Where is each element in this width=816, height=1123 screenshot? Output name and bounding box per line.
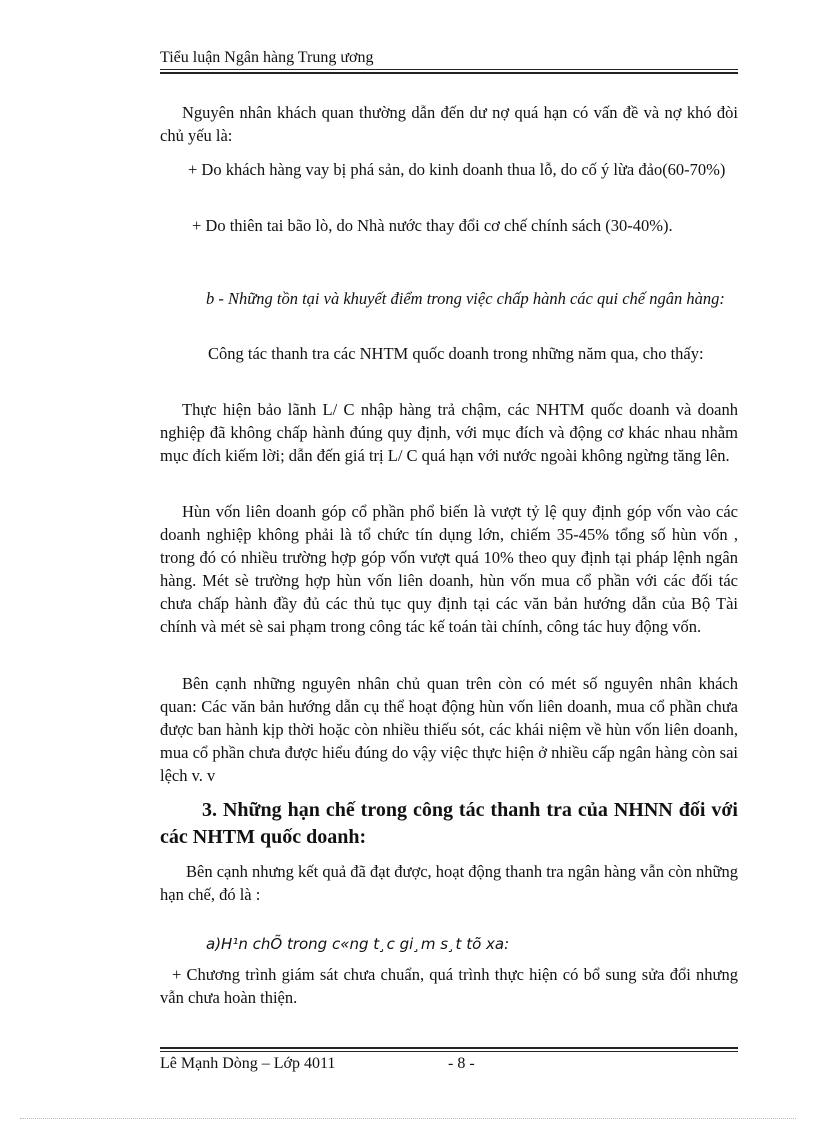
paragraph-bankruptcy: + Do khách hàng vay bị phá sản, do kinh doanh thua lỗ, do cố ý lừa đảo(60-70%) [188, 160, 726, 179]
footer-rule-top [160, 1047, 738, 1049]
footer-author: Lê Mạnh Dòng – Lớp 4011 [160, 1055, 336, 1072]
paragraph-limitations-intro: Bên cạnh nhưng kết quả đã đạt được, hoạt động thanh tra ngân hàng vẫn còn những hạn chế, đó là : [160, 862, 738, 904]
header-rule-bottom [160, 72, 738, 74]
subheading-b: b - Những tồn tại và khuyết điểm trong việc chấp hành các qui chế ngân hàng: [206, 289, 725, 308]
paragraph-other-causes: Bên cạnh những nguyên nhân chủ quan trên còn có mét số nguyên nhân khách quan: Các văn bản hướng dẫn cụ thể hoạt động hùn vốn liên doanh, mua cổ phần chưa được ban hành kịp thời hoặc còn nhiều thiếu sót, các khái niệm về hùn vốn liên doanh, mua cổ phần chưa được hiểu đúng do vậy việc thực hiện ở nhiều cấp ngân hàng còn sai lệch v. v [160, 674, 738, 785]
paragraph-natural-disaster: + Do thiên tai bão lò, do Nhà nước thay đổi cơ chế chính sách (30-40%). [192, 216, 673, 235]
page-bottom-dotted-border [20, 1118, 796, 1119]
paragraph-inspection-intro: Công tác thanh tra các NHTM quốc doanh trong những năm qua, cho thấy: [208, 344, 704, 363]
running-header-title: Tiểu luận Ngân hàng Trung ương [160, 49, 374, 66]
paragraph-objective-causes: Nguyên nhân khách quan thường dẫn đến dư nợ quá hạn có vấn đề và nợ khó đòi chủ yếu là: [160, 103, 738, 145]
paragraph-joint-venture: Hùn vốn liên doanh góp cổ phần phổ biến là vượt tỷ lệ quy định góp vốn vào các doanh nghiệp không phải là tổ chức tín dụng lớn, chiếm 35-45% tổng số hùn vốn , trong đó có nhiều trường hợp góp vốn vượt quá 10% theo quy định tại pháp lệnh ngân hàng. Mét sè trường hợp hùn vốn liên doanh, hùn vốn mua cổ phần với các đối tác chưa chấp hành đầy đủ các thủ tục quy định tại các văn bản hướng dẫn của Bộ Tài chính và mét sè sai phạm trong công tác kế toán tài chính, công tác huy động vốn. [160, 502, 738, 636]
section-heading-3: 3. Những hạn chế trong công tác thanh tra của NHNN đối với các NHTM quốc doanh: [160, 799, 738, 848]
header-rule-top [160, 69, 738, 70]
paragraph-lc-guarantee: Thực hiện bảo lãnh L/ C nhập hàng trả chậm, các NHTM quốc doanh và doanh nghiệp đã không chấp hành đúng quy định, với mục đích và động cơ khác nhau nhằm mục đích kiếm lời; dẫn đến giá trị L/ C quá hạn với nước ngoài không ngừng tăng lên. [160, 400, 738, 465]
paragraph-monitoring-program: + Chương trình giám sát chưa chuẩn, quá trình thực hiện có bổ sung sửa đổi nhưng vẫn chưa hoàn thiện. [160, 965, 738, 1007]
footer-page-number: - 8 - [448, 1055, 475, 1072]
subheading-a: a)H¹n chÕ trong c«ng t¸c gi¸m s¸t tõ xa: [206, 935, 510, 953]
footer-rule-bottom [160, 1051, 738, 1052]
